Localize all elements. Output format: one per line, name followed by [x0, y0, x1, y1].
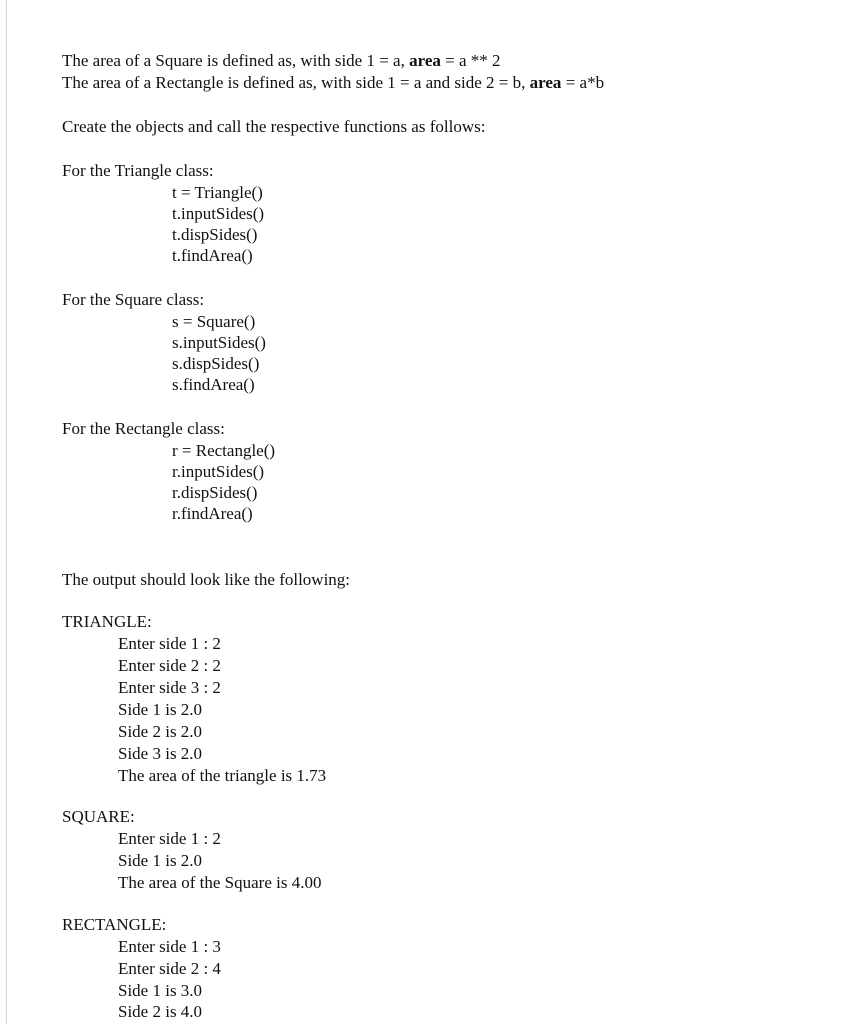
output-line: Enter side 1 : 2 — [118, 634, 221, 653]
output-line: Side 1 is 2.0 — [118, 700, 203, 719]
triangle-class-heading: For the Triangle class: — [62, 161, 214, 180]
rectangle-output-title: RECTANGLE: — [62, 915, 167, 934]
rectangle-definition-text: The area of a Rectangle is defined as, with side 1 = a and side 2 = b, — [62, 73, 530, 92]
code-line: s.inputSides() — [172, 333, 266, 352]
output-line: Side 1 is 2.0 — [118, 851, 203, 870]
output-line: The area of the Square is 4.00 — [118, 873, 322, 892]
output-line: Side 3 is 2.0 — [118, 744, 203, 763]
code-line: s.findArea() — [172, 375, 255, 394]
code-line: t.findArea() — [172, 246, 253, 265]
rectangle-area-definition — [62, 72, 604, 94]
output-line: Side 2 is 2.0 — [118, 722, 203, 741]
rectangle-class-heading: For the Rectangle class: — [62, 419, 225, 438]
code-line: t.dispSides() — [172, 225, 258, 244]
triangle-output-title: TRIANGLE: — [62, 612, 152, 631]
square-formula: = a ** 2 — [440, 51, 501, 70]
code-line: r.dispSides() — [172, 483, 258, 502]
square-area-bold: area — [409, 51, 441, 70]
code-line: r.findArea() — [172, 504, 253, 523]
code-line: s = Square() — [172, 312, 256, 331]
square-definition-text: The area of a Square is defined as, with side 1 = a, — [62, 51, 410, 70]
page-left-border — [6, 0, 7, 1024]
rectangle-formula: = a*b — [561, 73, 605, 92]
output-line: Side 2 is 4.0 — [118, 1002, 203, 1021]
output-line: Side 1 is 3.0 — [118, 981, 203, 1000]
code-line: r.inputSides() — [172, 462, 265, 481]
code-line: s.dispSides() — [172, 354, 260, 373]
code-line: t.inputSides() — [172, 204, 265, 223]
code-line: t = Triangle() — [172, 183, 263, 202]
output-line: Enter side 2 : 2 — [118, 656, 221, 675]
code-line: r = Rectangle() — [172, 441, 276, 460]
rectangle-area-bold: area — [529, 73, 562, 92]
output-line: Enter side 3 : 2 — [118, 678, 221, 697]
output-heading: The output should look like the following: — [62, 570, 351, 589]
square-area-definition — [62, 50, 501, 72]
square-class-heading: For the Square class: — [62, 290, 205, 309]
output-line: Enter side 1 : 3 — [118, 937, 221, 956]
square-output-title: SQUARE: — [62, 807, 135, 826]
create-objects-heading: Create the objects and call the respective functions as follows: — [62, 117, 486, 136]
output-line: Enter side 2 : 4 — [118, 959, 221, 978]
output-line: The area of the triangle is 1.73 — [118, 766, 327, 785]
output-line: Enter side 1 : 2 — [118, 829, 221, 848]
